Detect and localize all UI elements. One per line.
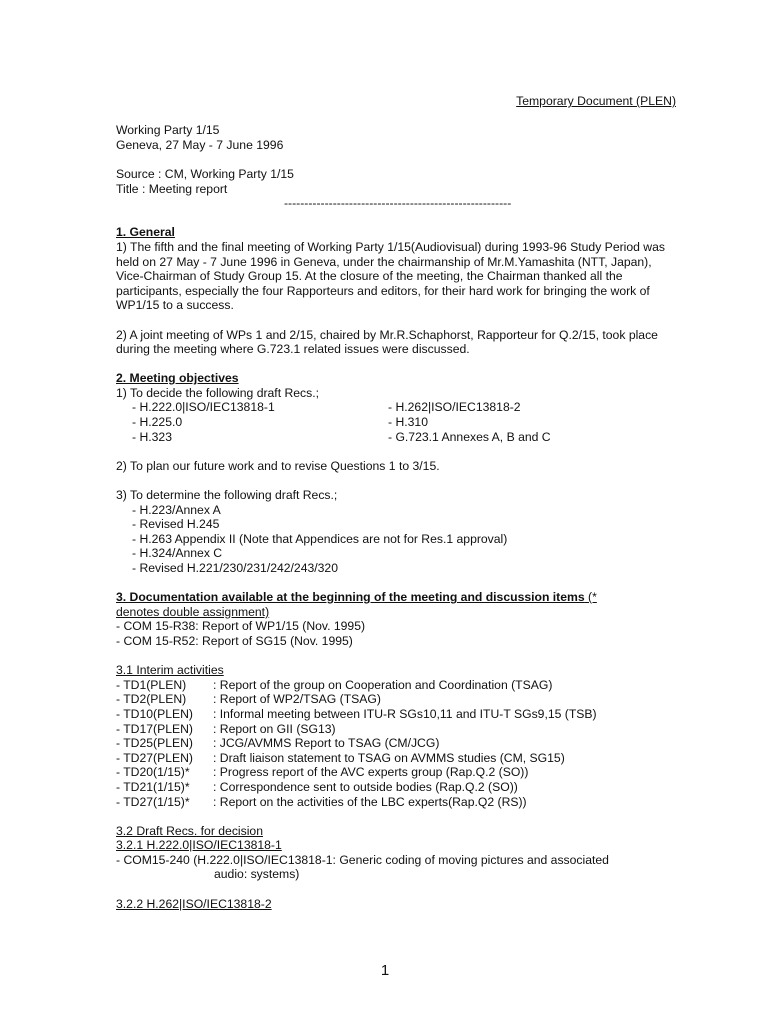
objective-1: 1) To decide the following draft Recs.;: [116, 385, 320, 400]
table-row: - TD27(1/15)* : Report on the activities of the LBC experts(Rap.Q2 (RS)): [116, 794, 527, 809]
list-item: - Revised H.221/230/231/242/243/320: [132, 561, 338, 575]
list-item: - H.324/Annex C: [132, 546, 223, 561]
section-2-heading: 2. Meeting objectives: [116, 371, 239, 386]
list-item: - H.310: [388, 415, 428, 430]
place-date: Geneva, 27 May - 7 June 1996: [116, 137, 284, 152]
table-row: - TD25(PLEN) : JCG/AVMMS Report to TSAG (CM/JCG): [116, 736, 440, 751]
table-row: - TD10(PLEN) : Informal meeting between ITU-R SGs10,11 and ITU-T SGs9,15 (TSB): [116, 706, 597, 721]
separator: --------------------------------------------------------: [284, 196, 512, 211]
list-item: - Revised H.245: [132, 517, 220, 532]
table-row: - TD1(PLEN) : Report of the group on Cooperation and Coordination (TSAG): [116, 677, 553, 692]
document-header: Temporary Document (PLEN): [516, 94, 676, 108]
draft-recs-heading: 3.2 Draft Recs. for decision: [116, 823, 263, 838]
list-item: - H.323: [132, 429, 172, 444]
table-row: - TD2(PLEN) : Report of WP2/TSAG (TSAG): [116, 692, 381, 707]
list-item: - COM 15-R52: Report of SG15 (Nov. 1995): [116, 633, 353, 648]
list-item: - COM 15-R38: Report of WP1/15 (Nov. 1995): [116, 619, 366, 634]
table-row: - TD20(1/15)* : Progress report of the AVC experts group (Rap.Q.2 (SO)): [116, 765, 529, 780]
table-row: - TD21(1/15)* : Correspondence sent to outside bodies (Rap.Q.2 (SO)): [116, 779, 518, 794]
page-number: 1: [380, 962, 390, 979]
table-row: - TD27(PLEN) : Draft liaison statement to TSAG on AVMMS studies (CM, SG15): [116, 750, 565, 765]
h262-heading: 3.2.2 H.262|ISO/IEC13818-2: [116, 896, 272, 911]
com240-line-2: audio: systems): [214, 867, 300, 882]
table-row: - TD17(PLEN) : Report on GII (SG13): [116, 721, 336, 736]
section-1-para-2: 2) A joint meeting of WPs 1 and 2/15, chaired by Mr.R.Schaphorst, Rapporteur for Q.2/15, took place during the meeting where G.723.1 related issues were discussed.: [116, 327, 658, 357]
section-1-heading: 1. General: [116, 225, 175, 240]
interim-heading: 3.1 Interim activities: [116, 663, 224, 678]
working-party: Working Party 1/15: [116, 123, 220, 138]
h2220-heading: 3.2.1 H.222.0|ISO/IEC13818-1: [116, 838, 282, 853]
list-item: - H.262|ISO/IEC13818-2: [388, 400, 521, 415]
title-line: Title : Meeting report: [116, 181, 228, 196]
list-item: - H.225.0: [132, 415, 183, 430]
list-item: - H.222.0|ISO/IEC13818-1: [132, 400, 275, 415]
document-page: Temporary Document (PLEN) Working Party 1/15 Geneva, 27 May - 7 June 1996 Source : CM, Working Party 1/15 Title : Meeting report -------------------------------------------------------- 1. General 1) The fifth and the final meeting of Working Party 1/15(Audiovisual) during 1993-96 Study Period was held on 27 May - 7 June 1996 in Geneva, under the chairmanship of Mr.M.Yamashita (NTT, Japan), Vice-Chairman of Study Group 15. At the closure of the meeting, the Chairman thanked all the participants, especially the four Rapporteurs and editors, for their hard work for bringing the work of WP1/15 to a success. 2) A joint meeting of WPs 1 and 2/15, chaired by Mr.R.Schaphorst, Rapporteur for Q.2/15, took place during the meeting where G.723.1 related issues were discussed. 2. Meeting objectives 1) To decide the following draft Recs.; - H.222.0|ISO/IEC13818-1 - H.225.0 - H.323 - H.262|ISO/IEC13818-2 - H.310 - G.723.1 Annexes A, B and C 2) To plan our future work and to revise Questions 1 to 3/15. 3) To determine the following draft Recs.; - H.223/Annex A - Revised H.245 - H.263 Appendix II (Note that Appendices are not for Res.1 approval) - H.324/Annex C - Revised H.221/230/231/242/243/320 3. Documentation available at the beginning of the meeting and discussion items (* denotes double assignment) - COM 15-R38: Report of WP1/15 (Nov. 1995) - COM 15-R52: Report of SG15 (Nov. 1995) 3.1 Interim activities - TD1(PLEN) : Report of the group on Cooperation and Coordination (TSAG) - TD2(PLEN) : Report of WP2/TSAG (TSAG) - TD10(PLEN) : Informal meeting between ITU-R SGs10,11 and ITU-T SGs9,15 (TSB) - TD17(PLEN) : Report on GII (SG13) - TD25(PLEN) : JCG/AVMMS Report to TSAG (CM/JCG) - TD27(PLEN) : Draft liaison statement to TSAG on AVMMS studies (CM, SG15) - TD20(1/15)* : Progress report of the AVC experts group (Rap.Q.2 (SO)) - TD21(1/15)* : Correspondence sent to outside bodies (Rap.Q.2 (SO)) - TD27(1/15)* : Report on the activities of the LBC experts(Rap.Q2 (RS)) 3.2 Draft Recs. for decision 3.2.1 H.222.0|ISO/IEC13818-1 - COM15-240 (H.222.0|ISO/IEC13818-1: Generic coding of moving pictures and associated audio: systems) 3.2.2 H.262|ISO/IEC13818-2: [116, 94, 676, 911]
list-item: - G.723.1 Annexes A, B and C: [388, 429, 551, 444]
com240-line-1: - COM15-240 (H.222.0|ISO/IEC13818-1: Generic coding of moving pictures and associated: [116, 852, 609, 867]
objective-2: 2) To plan our future work and to revise Questions 1 to 3/15.: [116, 458, 440, 473]
list-item: - H.263 Appendix II (Note that Appendices are not for Res.1 approval): [132, 531, 508, 546]
list-item: - H.223/Annex A: [132, 502, 221, 517]
source-line: Source : CM, Working Party 1/15: [116, 166, 294, 181]
decide-recs: [116, 400, 676, 444]
section-3-heading-note: denotes double assignment): [116, 604, 270, 619]
section-1-para-1: 1) The fifth and the final meeting of Working Party 1/15(Audiovisual) during 1993-96 Study Period was held on 27 May - 7 June 1996 in Geneva, under the chairmanship of Mr.M.Yamashita (NTT, Japan), Vice-Chairman of Study Group 15. At the closure of the meeting, the Chairman thanked all the participants, especially the four Rapporteurs and editors, for their hard work for bringing the work of WP1/15 to a success.: [116, 239, 665, 313]
objective-3: 3) To determine the following draft Recs.;: [116, 488, 338, 503]
section-3-heading: 3. Documentation available at the beginning of the meeting and discussion items: [116, 590, 585, 605]
